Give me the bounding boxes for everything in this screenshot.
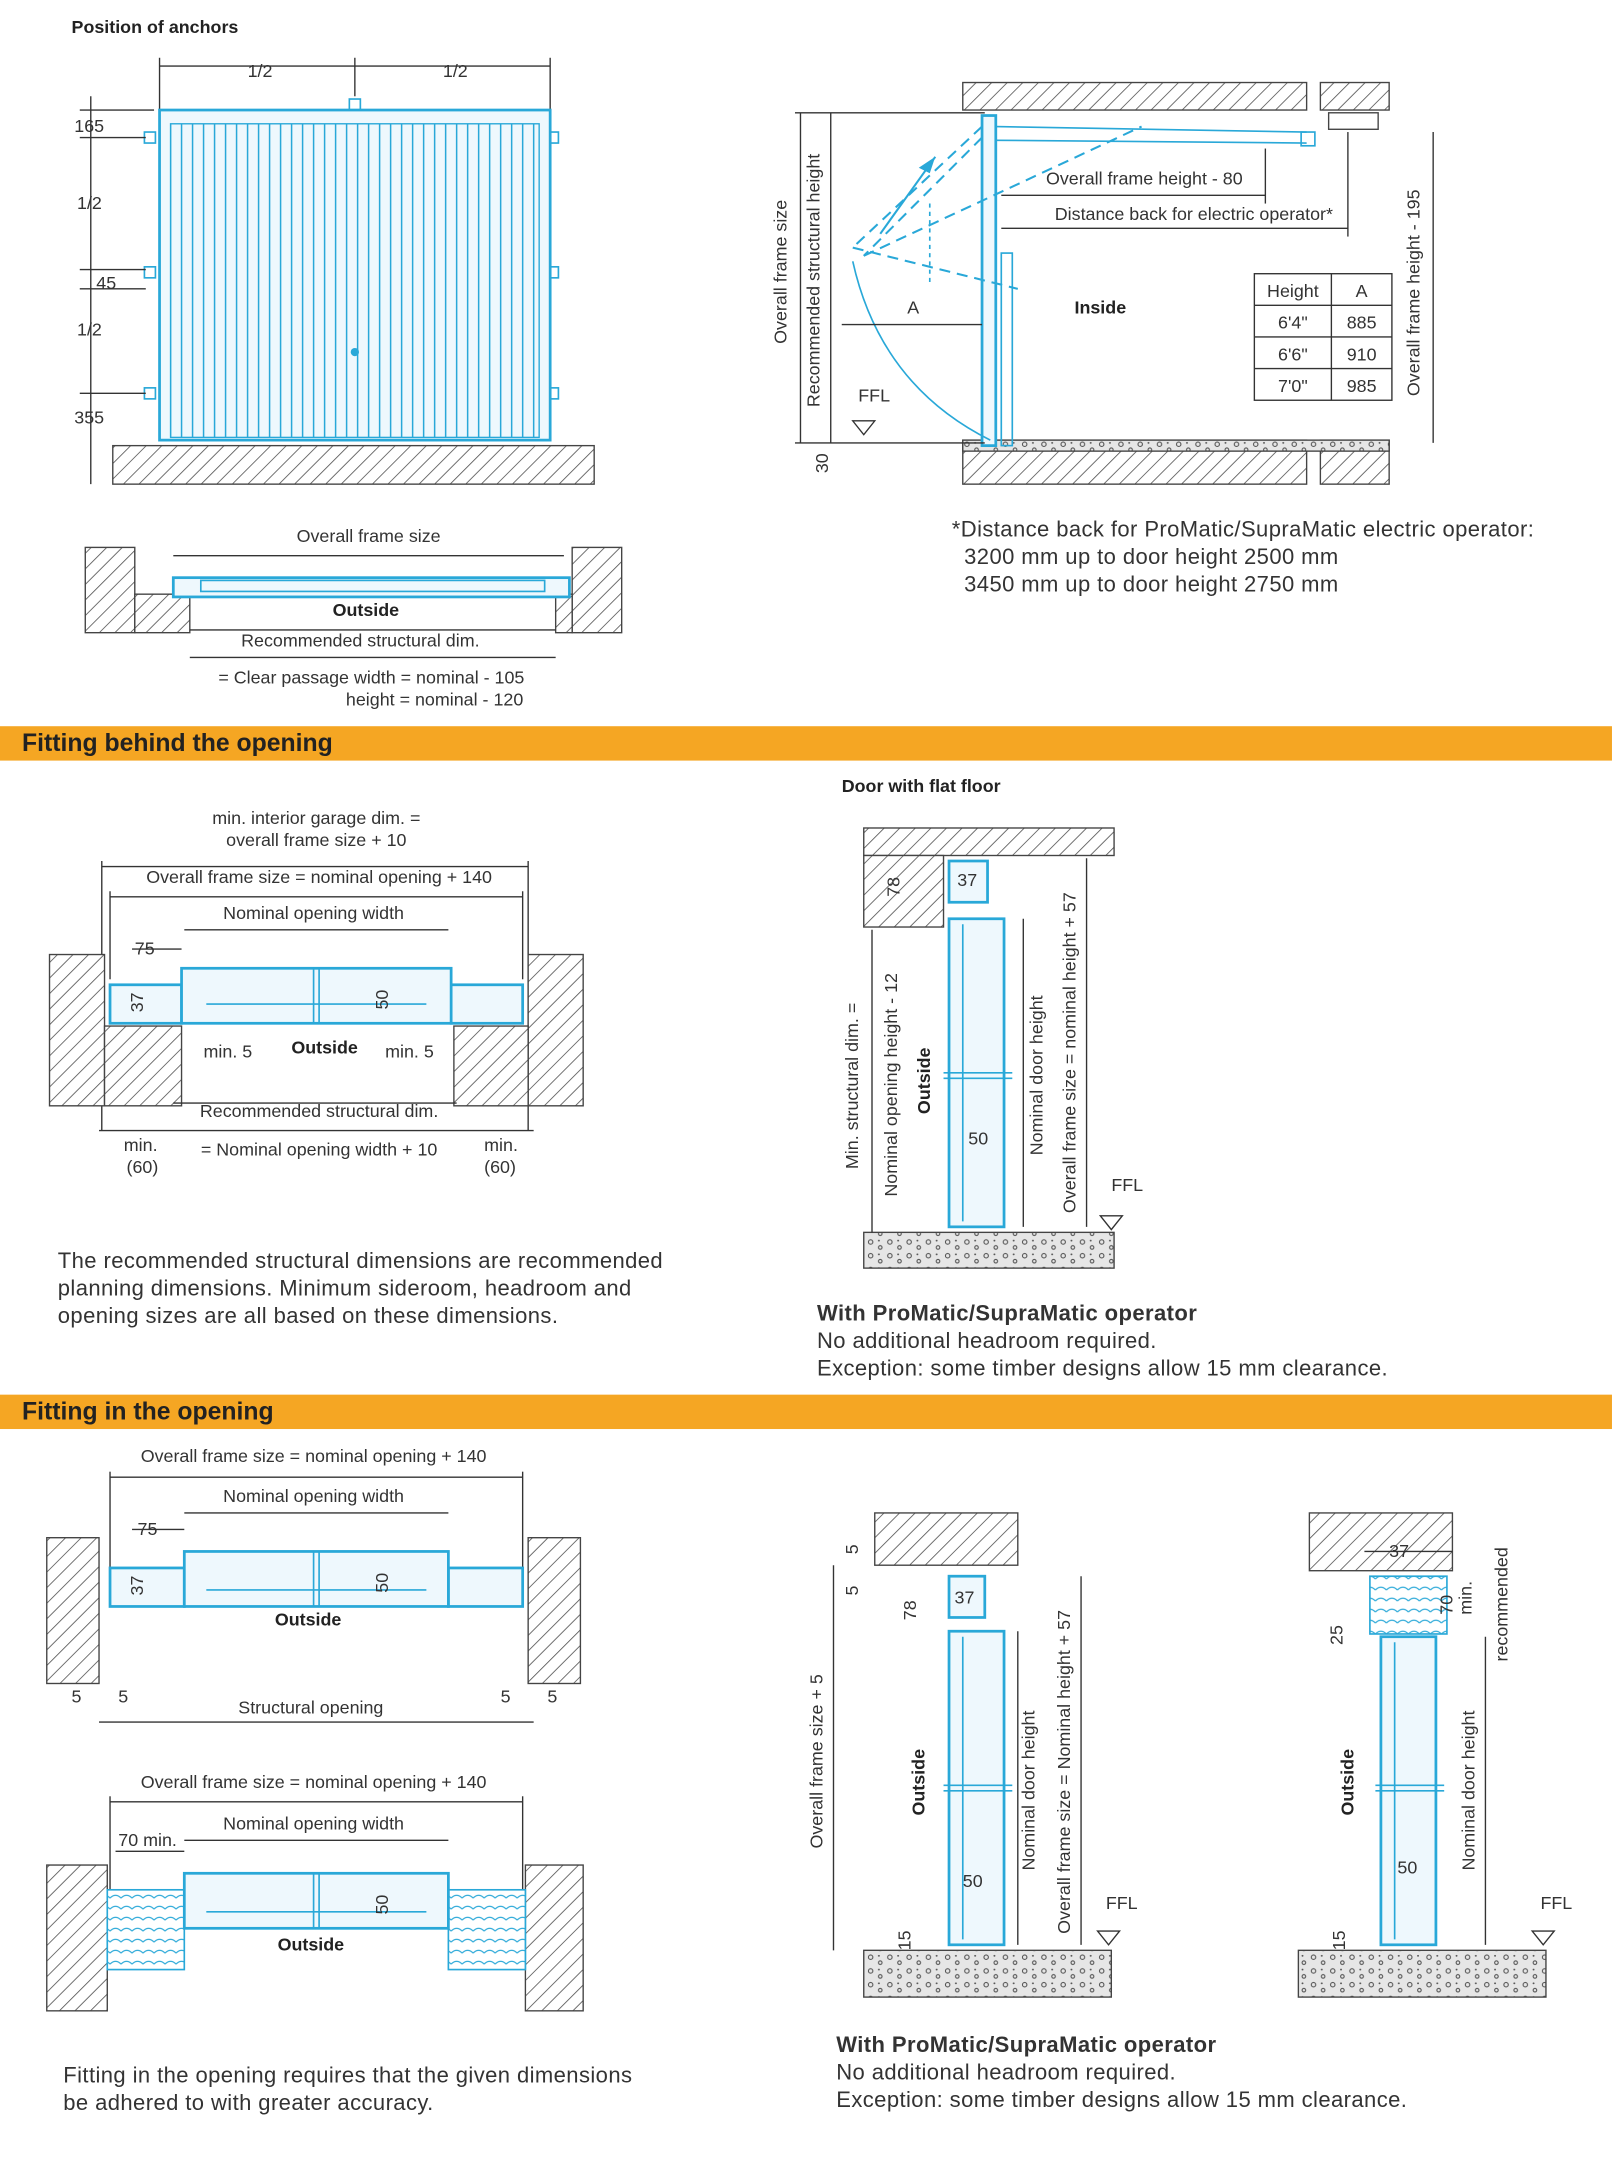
table-cell: 985 xyxy=(1346,375,1377,396)
nominal-height-12: Nominal opening height - 12 xyxy=(880,973,901,1197)
structural-opening-label: Structural opening xyxy=(238,1697,384,1718)
half-label-left: 1/2 xyxy=(247,61,273,82)
outside-label: Outside xyxy=(291,1037,358,1058)
anchors-front-view xyxy=(72,17,595,484)
flat-floor-title: Door with flat floor xyxy=(841,776,1001,797)
wall-right-inner xyxy=(556,594,573,633)
ffl-label: FFL xyxy=(1105,1893,1138,1914)
outside-label: Outside xyxy=(274,1609,342,1630)
half-label-right: 1/2 xyxy=(442,61,468,82)
table-header: A xyxy=(1355,281,1368,302)
ffl-label: FFL xyxy=(858,385,891,406)
clear-passage-label: = Clear passage width = nominal - 105 xyxy=(218,667,525,688)
table-cell: 7'0" xyxy=(1278,375,1308,396)
dim-37: 37 xyxy=(957,869,978,890)
ffl-marker xyxy=(853,421,875,435)
band-fitting-behind xyxy=(0,726,1612,760)
nominal-width-label: Nominal opening width xyxy=(223,1813,405,1834)
anchor-mark xyxy=(144,132,155,143)
dim-A: A xyxy=(907,297,920,318)
door-leaf xyxy=(949,1631,1004,1945)
nominal-door-height: Nominal door height xyxy=(1026,995,1047,1156)
overall-frame-height-195: Overall frame height - 195 xyxy=(1403,189,1424,397)
overall-frame-label: Overall frame size = nominal opening + 140 xyxy=(146,867,492,888)
anchor-mark xyxy=(349,99,360,110)
arrowhead xyxy=(919,157,936,174)
door-section xyxy=(184,1551,448,1606)
dim-75: 75 xyxy=(134,938,155,959)
infit-side-timber xyxy=(1298,1513,1572,1997)
ffl-label: FFL xyxy=(1111,1175,1144,1196)
min-right: min. xyxy=(484,1135,518,1156)
outside-label: Outside xyxy=(277,1934,345,1955)
door-section xyxy=(184,1873,448,1928)
open-leaf xyxy=(853,127,982,248)
flat-op-line2: Exception: some timber designs allow 15 mm clearance. xyxy=(816,1357,1389,1381)
dim-15: 15 xyxy=(1329,1930,1350,1951)
timber-right xyxy=(448,1890,525,1970)
lintel xyxy=(864,855,944,927)
overall-frame-height-80: Overall frame height - 80 xyxy=(1045,168,1243,189)
infit-paragraph: Fitting in the opening requires that the given dimensions be adhered to with greater accuracy. xyxy=(63,2064,633,2116)
wall-right xyxy=(528,1538,580,1684)
swing-arc xyxy=(853,261,991,440)
dim-78: 78 xyxy=(883,876,904,897)
dim-165: 165 xyxy=(74,116,105,137)
dim-78: 78 xyxy=(900,1600,921,1621)
infit-operator-note xyxy=(836,2033,1606,2116)
wall-left xyxy=(47,1538,99,1684)
track xyxy=(996,140,1307,143)
dim-70: 70 xyxy=(1436,1594,1457,1615)
side-block-right xyxy=(448,1568,522,1607)
ffl-marker xyxy=(1098,1931,1120,1945)
dim-5: 5 xyxy=(842,1585,863,1596)
wall-left xyxy=(85,547,135,632)
operator-box xyxy=(1329,113,1379,130)
distance-back-label: Distance back for electric operator* xyxy=(1054,204,1333,225)
min-interior-2: overall frame size + 10 xyxy=(226,829,407,850)
dim-37: 37 xyxy=(127,992,148,1013)
recommended-structural-dim: Recommended structural dim. xyxy=(199,1100,439,1121)
note-line-1: Distance back for ProMatic/SupraMatic electric operator: xyxy=(960,518,1535,542)
overall-frame-label: Overall frame size = nominal opening + 140 xyxy=(140,1772,487,1793)
wall-left xyxy=(50,955,105,1106)
min60-left: (60) xyxy=(126,1157,159,1178)
dim-37: 37 xyxy=(1389,1540,1410,1561)
timber-left xyxy=(107,1890,184,1970)
dim-37: 37 xyxy=(127,1575,148,1596)
outside-label: Outside xyxy=(908,1748,929,1816)
dim-5: 5 xyxy=(547,1686,558,1707)
timber-lintel xyxy=(1370,1576,1447,1634)
min60-right: (60) xyxy=(484,1157,516,1178)
outside-label: Outside xyxy=(913,1047,934,1115)
wall-left-inner xyxy=(105,1026,182,1106)
infit-op-line2: Exception: some timber designs allow 15 mm clearance. xyxy=(836,2089,1408,2113)
ceiling xyxy=(963,83,1307,111)
dim-37: 37 xyxy=(954,1587,975,1608)
wall-left-inner xyxy=(135,594,190,633)
band-fitting-in xyxy=(0,1395,1612,1429)
band-fitting-behind-label: Fitting behind the opening xyxy=(22,728,333,757)
nominal-width-label: Nominal opening width xyxy=(223,902,405,923)
overall-frame-57: Overall frame size = nominal height + 57 xyxy=(1059,892,1080,1214)
infit-op-line1: No additional headroom required. xyxy=(836,2061,1177,2086)
flat-operator-note xyxy=(817,1301,1587,1384)
floor xyxy=(1298,1950,1546,1997)
min-structural: Min. structural dim. = xyxy=(842,1002,863,1170)
dim-5: 5 xyxy=(118,1686,129,1707)
min-label: min. xyxy=(1455,1580,1476,1615)
dim-75: 75 xyxy=(137,1518,158,1539)
dim-25: 25 xyxy=(1326,1625,1347,1645)
min5-right: min. 5 xyxy=(385,1041,434,1062)
infit-side-section xyxy=(806,1513,1137,1997)
nominal-width-10: = Nominal opening width + 10 xyxy=(200,1139,438,1160)
dim-5: 5 xyxy=(500,1686,511,1707)
door-leaf xyxy=(1001,253,1012,446)
dim-50: 50 xyxy=(968,1128,989,1149)
infit-plan-timber xyxy=(47,1772,583,2011)
operator-note xyxy=(952,517,1598,600)
nominal-door-height: Nominal door height xyxy=(1018,1710,1039,1871)
wall-right-inner xyxy=(454,1026,528,1106)
outside-label: Outside xyxy=(1337,1748,1358,1816)
dim-5: 5 xyxy=(842,1544,863,1555)
door-section xyxy=(182,968,452,1023)
ffl-marker xyxy=(1100,1216,1122,1230)
door-handle xyxy=(351,348,359,356)
table-cell: 6'6" xyxy=(1278,344,1308,365)
clear-height-label: height = nominal - 120 xyxy=(345,689,524,710)
arm xyxy=(864,127,1142,256)
overall-frame-57: Overall frame size = Nominal height + 57 xyxy=(1054,1609,1075,1934)
ceiling xyxy=(1309,1513,1452,1571)
recommended-height-vertical: Recommended structural height xyxy=(803,153,824,408)
note-star: * xyxy=(951,518,961,542)
min-left: min. xyxy=(123,1135,158,1156)
min-interior-1: min. interior garage dim. = xyxy=(212,807,421,828)
inside-label: Inside xyxy=(1074,297,1127,318)
dim-50: 50 xyxy=(371,989,392,1010)
wall-right xyxy=(572,547,622,632)
floor xyxy=(864,1950,1112,1997)
half-label: 1/2 xyxy=(77,193,102,214)
band-fitting-in-label: Fitting in the opening xyxy=(22,1397,274,1425)
behind-plan-view xyxy=(50,808,584,1177)
floor-gravel xyxy=(963,440,1389,451)
min70-label: 70 min. xyxy=(118,1829,177,1850)
anchor-mark xyxy=(144,267,155,278)
ffl-marker xyxy=(1532,1931,1554,1945)
dim-5: 5 xyxy=(71,1686,82,1707)
overall-frame-5: Overall frame size + 5 xyxy=(806,1674,827,1849)
min5-left: min. 5 xyxy=(203,1041,253,1062)
side-block-left xyxy=(110,1568,184,1607)
dim-50: 50 xyxy=(962,1871,983,1892)
anchors-title: Position of anchors xyxy=(71,17,239,38)
side-section-view xyxy=(771,83,1433,485)
recommended-label: recommended xyxy=(1491,1547,1512,1662)
flat-floor-section xyxy=(842,776,1143,1268)
infit-op-title: With ProMatic/SupraMatic operator xyxy=(836,2034,1217,2058)
dim-50: 50 xyxy=(1397,1857,1418,1878)
behind-paragraph: The recommended structural dimensions are recommended planning dimensions. Minimum sideroom, headroom and opening sizes are all based on these dimensions. xyxy=(57,1250,664,1329)
overall-frame-size-vertical: Overall frame size xyxy=(770,199,791,344)
table-cell: 6'4" xyxy=(1278,312,1308,333)
dim-15: 15 xyxy=(894,1930,915,1951)
overall-frame-label: Overall frame size = nominal opening + 140 xyxy=(140,1446,487,1467)
wall-right xyxy=(525,1865,583,2011)
door-panel xyxy=(171,124,540,438)
dim-50: 50 xyxy=(371,1572,392,1593)
dim-30: 30 xyxy=(811,453,832,474)
anchor-mark xyxy=(144,388,155,399)
table-header: Height xyxy=(1267,281,1319,302)
dim-45: 45 xyxy=(96,272,117,293)
wall-right xyxy=(528,955,583,1106)
nominal-width-label: Nominal opening width xyxy=(223,1485,405,1506)
half-label: 1/2 xyxy=(77,319,102,340)
ceiling-right xyxy=(1320,83,1389,111)
recommended-structural-dim-label: Recommended structural dim. xyxy=(241,630,480,651)
floor-hatch xyxy=(113,446,594,485)
infit-plan-view xyxy=(47,1446,581,1722)
ceiling xyxy=(864,828,1114,856)
outside-label: Outside xyxy=(332,600,400,621)
dim-355: 355 xyxy=(74,407,105,428)
track xyxy=(996,127,1307,133)
overall-frame-size-label: Overall frame size xyxy=(296,525,441,546)
wall-left xyxy=(47,1865,108,2011)
side-block-right xyxy=(451,985,523,1024)
dim-50: 50 xyxy=(371,1894,392,1915)
table-cell: 910 xyxy=(1346,344,1377,365)
table-cell: 885 xyxy=(1346,312,1377,333)
nominal-door-height: Nominal door height xyxy=(1458,1710,1479,1871)
floor xyxy=(864,1232,1114,1268)
note-line-2: 3200 mm up to door height 2500 mm xyxy=(964,546,1339,570)
ffl-label: FFL xyxy=(1540,1893,1573,1914)
height-table xyxy=(1254,274,1392,401)
note-line-3: 3450 mm up to door height 2750 mm xyxy=(964,573,1339,597)
open-leaf xyxy=(864,138,982,256)
ceiling xyxy=(875,1513,1018,1565)
flat-op-line1: No additional headroom required. xyxy=(816,1330,1157,1354)
anchors-plan-view xyxy=(85,526,621,710)
flat-op-title: With ProMatic/SupraMatic operator xyxy=(816,1302,1198,1326)
